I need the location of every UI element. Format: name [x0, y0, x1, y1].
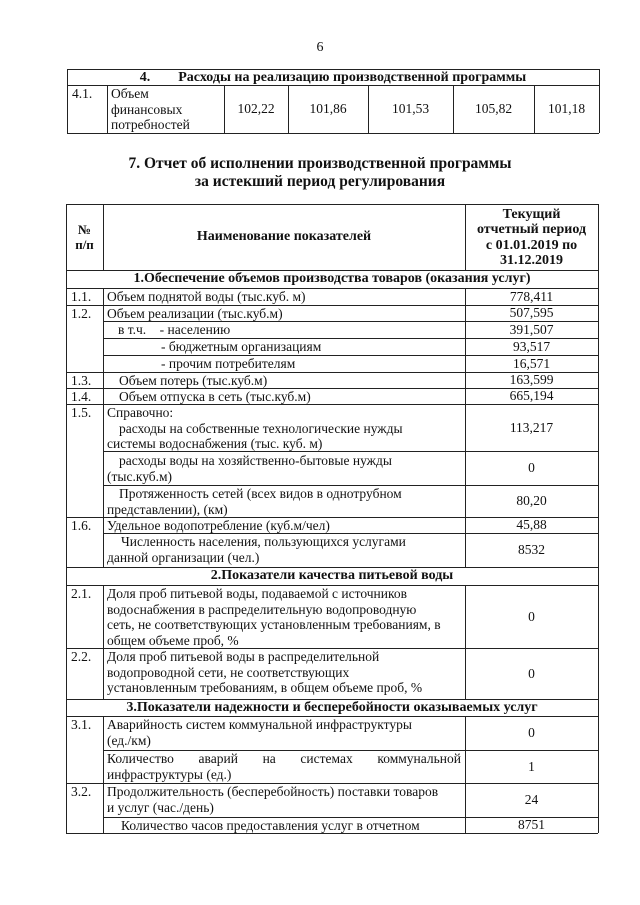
label-line: системы водоснабжения (тыс. куб. м) [107, 436, 323, 451]
row-value: 80,20 [516, 493, 547, 509]
row-label [103, 751, 465, 782]
row-label: Объем реализации (тыс.куб.м) [107, 306, 283, 321]
row-label: - бюджетным организациям [161, 339, 322, 354]
period-line: 31.12.2019 [500, 253, 563, 268]
period-line: отчетный период [476, 222, 587, 237]
row-number: 3.2. [71, 784, 92, 799]
label-line: водоснабжения в распределительную водопроводную [107, 601, 417, 617]
row-value: 16,571 [512, 355, 551, 371]
label-line: установленным требованиям, в общем объеме проб, % [107, 680, 423, 695]
label-line: расходы воды на хозяйственно-бытовые нужды [119, 453, 392, 468]
row-number: 1.2. [71, 306, 92, 321]
label-line: Аварийность систем коммунальной инфраструктуры [107, 717, 412, 732]
row-value: 1 [528, 758, 535, 774]
label-line: Численность населения, пользующихся услугами [121, 534, 406, 549]
value-cell: 101,86 [309, 101, 347, 117]
label-line: Доля проб питьевой воды, подаваемой с источников [107, 586, 407, 601]
row-value: 0 [528, 665, 535, 681]
row-label: Количество часов предоставления услуг в отчетном [121, 818, 420, 833]
report-title [0, 155, 640, 191]
row-number: 1.1. [71, 289, 92, 304]
section-1-title: 1.Обеспечение объемов производства товаров (оказания услуг) [133, 271, 531, 287]
section-2-title: 2.Показатели качества питьевой воды [210, 568, 454, 584]
label-line: Объем [111, 86, 149, 101]
section-3-title: 3.Показатели надежности и бесперебойности оказываемых услуг [126, 699, 538, 715]
label-line: потребностей [111, 117, 190, 132]
row-number: 1.3. [71, 373, 92, 388]
header-number [66, 204, 103, 270]
row-label [103, 486, 465, 517]
label-line: и услуг (час./день) [107, 799, 214, 815]
header-number-line-1: № [77, 221, 92, 237]
row-value: 8751 [518, 817, 545, 833]
row-value: 93,517 [512, 338, 551, 354]
row-value: 778,411 [509, 288, 554, 304]
title-line-1: 7. Отчет об исполнении производственной программы [128, 155, 512, 172]
title-line-2: за истекший период регулирования [194, 173, 446, 190]
label-line: финансовых [111, 101, 183, 117]
period-line: с 01.01.2019 по [485, 237, 578, 253]
row-value: 8532 [518, 542, 545, 558]
row-label: Объем поднятой воды (тыс.куб. м) [107, 289, 306, 304]
row-number: 3.1. [71, 717, 92, 732]
label-line: водопроводной сети, не соответствующих [107, 664, 350, 680]
row-label: Объем потерь (тыс.куб.м) [119, 373, 268, 388]
row-label: в т.ч. - населению [118, 322, 231, 337]
label-line: расходы на собственные технологические нужды [119, 420, 403, 436]
label-line: (ед./км) [107, 732, 151, 748]
row-value: 45,88 [516, 517, 547, 533]
label-line: Продолжительность (бесперебойность) поставки товаров [107, 784, 439, 799]
row-label [103, 649, 465, 696]
header-period [465, 205, 598, 270]
header-name: Наименование показателей [196, 229, 372, 245]
row-number: 1.5. [71, 405, 92, 420]
row-value: 163,599 [509, 372, 554, 388]
value-cell: 101,53 [391, 101, 430, 117]
row-number: 4.1. [72, 86, 93, 101]
value-cell: 101,18 [547, 101, 586, 117]
row-value: 0 [528, 608, 535, 624]
label-line: Количество аварий на системах коммунальной [107, 751, 461, 766]
row-number: 2.1. [71, 586, 92, 601]
label-line: сеть, не соответствующих установленным требованиям, в [107, 617, 441, 632]
row-label [103, 453, 465, 484]
row-label [103, 717, 465, 748]
row-value: 113,217 [509, 419, 554, 435]
row-number: 1.6. [71, 518, 92, 533]
label-line: инфраструктуры (ед.) [107, 766, 232, 782]
value-cell: 105,82 [474, 101, 513, 117]
label-line: представлении), (км) [107, 501, 228, 517]
row-label [107, 86, 224, 133]
row-label [103, 405, 465, 452]
row-value: 24 [524, 792, 539, 808]
header-number-line-2: п/п [75, 237, 94, 252]
row-value: 0 [528, 725, 535, 741]
page-number: 6 [316, 40, 324, 55]
label-line: Доля проб питьевой воды в распределительной [107, 649, 380, 664]
label-line: Протяженность сетей (всех видов в однотрубном [119, 486, 402, 501]
label-line: общем объеме проб, % [107, 632, 239, 648]
row-label: Объем отпуска в сеть (тыс.куб.м) [119, 389, 311, 404]
label-line: (тыс.куб.м) [107, 468, 173, 484]
row-value: 507,595 [509, 305, 554, 321]
row-label: - прочим потребителям [161, 356, 296, 371]
row-label: Удельное водопотребление (куб.м/чел) [107, 518, 330, 533]
label-line: данной организации (чел.) [107, 549, 260, 565]
row-value: 391,507 [509, 321, 554, 337]
row-number: 2.2. [71, 649, 92, 664]
value-cell: 102,22 [237, 101, 275, 117]
row-value: 665,194 [509, 388, 554, 404]
row-label [103, 586, 465, 648]
row-label [103, 784, 465, 815]
period-line: Текущий [502, 206, 561, 222]
row-number: 1.4. [71, 389, 92, 404]
row-label [103, 534, 465, 565]
section-4-header: 4. Расходы на реализацию производственной программы [139, 70, 527, 85]
row-value: 0 [528, 460, 535, 476]
label-line: Справочно: [107, 405, 174, 420]
